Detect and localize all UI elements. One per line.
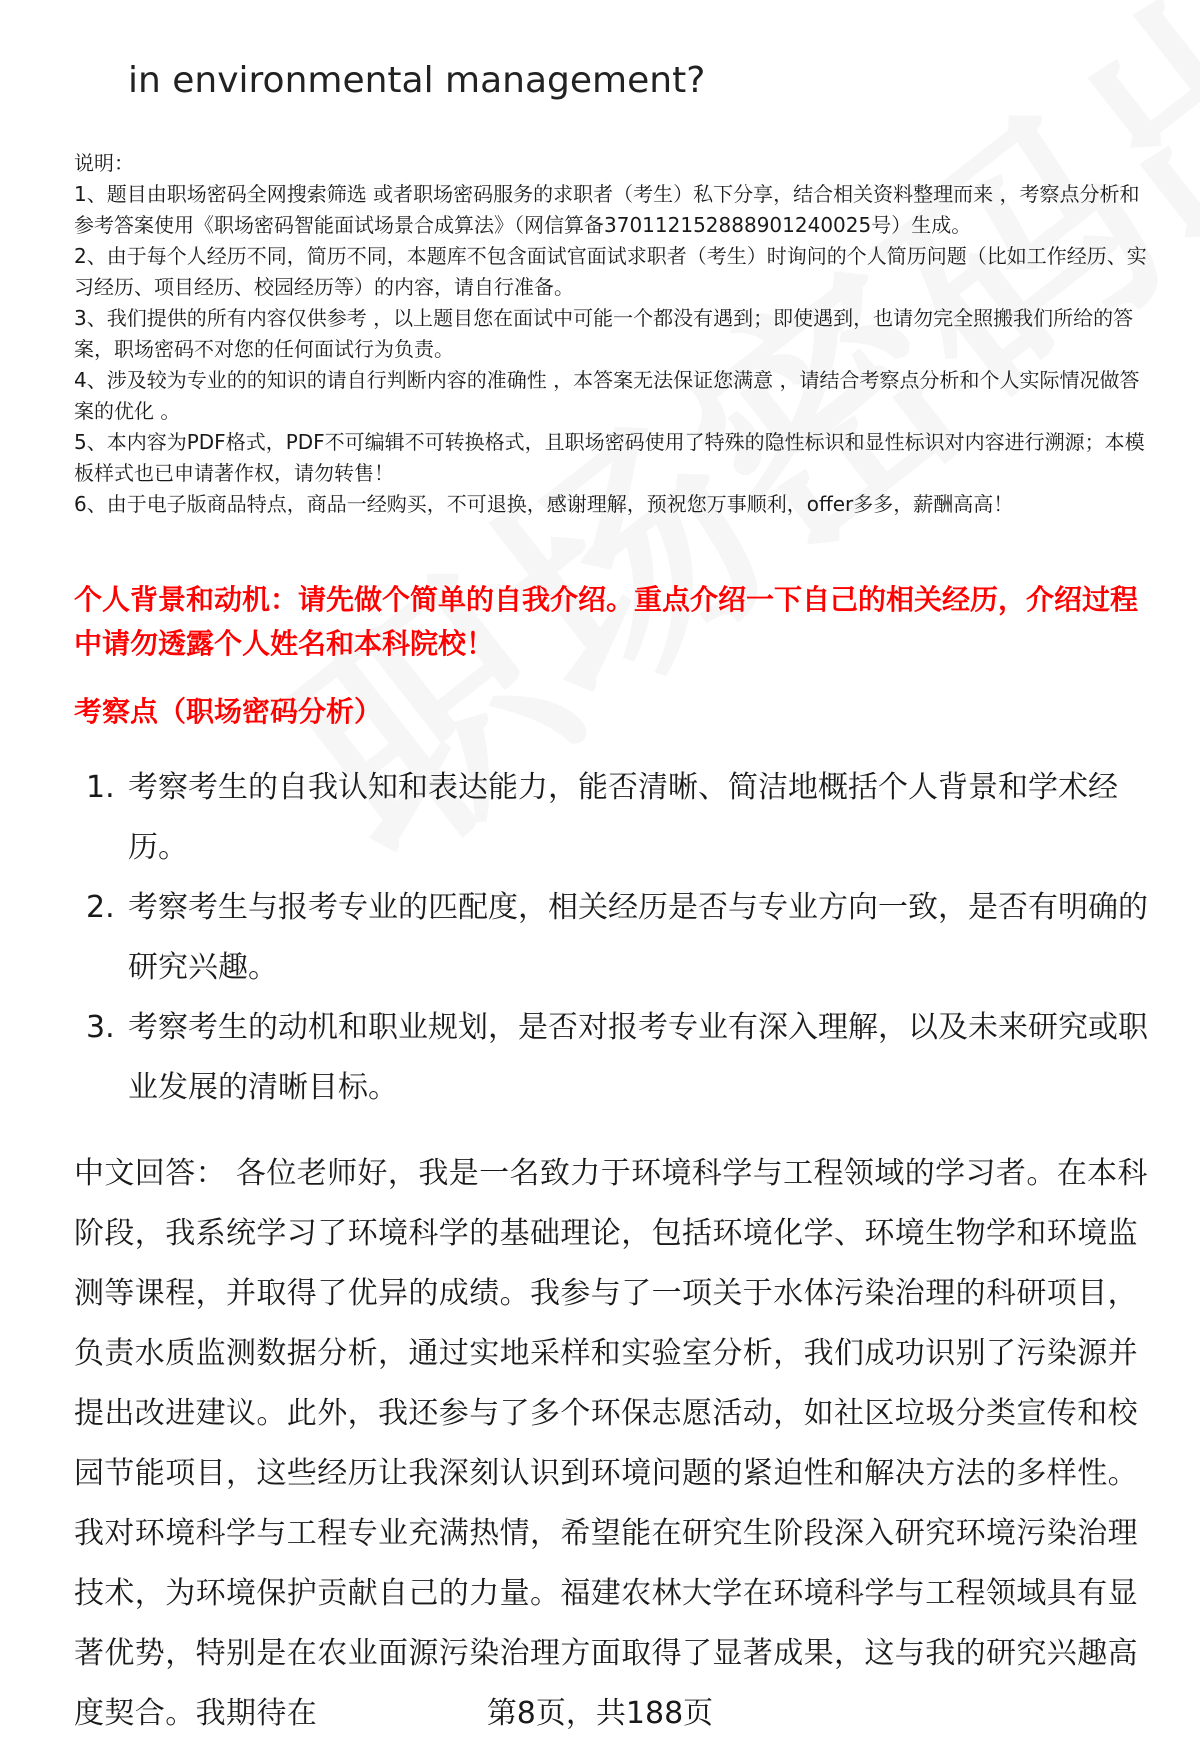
analysis-point bbox=[74, 758, 1154, 878]
analysis-heading: 考察点（职场密码分析） bbox=[74, 695, 383, 728]
note-item: 1、题目由职场密码全网搜索筛选 或者职场密码服务的求职者（考生）私下分享，结合相关资料整理而来 ，考察点分析和参考答案使用《职场密码智能面试场景合成算法》（网信算备370112152888901240025号）生成。 bbox=[74, 182, 1140, 237]
note-item: 5、本内容为PDF格式，PDF不可编辑不可转换格式，且职场密码使用了特殊的隐性标识和显性标识对内容进行溯源；本模板样式也已申请著作权，请勿转售！ bbox=[74, 430, 1145, 485]
point-number: 2. bbox=[86, 890, 115, 925]
continued-question-text: in environmental management? bbox=[128, 60, 706, 101]
analysis-point bbox=[74, 878, 1154, 998]
point-number: 1. bbox=[86, 770, 115, 805]
point-text: 考察考生与报考专业的匹配度，相关经历是否与专业方向一致，是否有明确的研究兴趣。 bbox=[128, 890, 1148, 985]
analysis-points-list bbox=[74, 758, 1154, 1118]
note-item: 2、由于每个人经历不同，简历不同，本题库不包含面试官面试求职者（考生）时询问的个人简历问题（比如工作经历、实习经历、项目经历、校园经历等）的内容，请自行准备。 bbox=[74, 244, 1147, 299]
interview-question: 个人背景和动机：请先做个简单的自我介绍。重点介绍一下自己的相关经历，介绍过程中请勿透露个人姓名和本科院校！ bbox=[74, 583, 1139, 660]
point-text: 考察考生的动机和职业规划，是否对报考专业有深入理解，以及未来研究或职业发展的清晰目标。 bbox=[128, 1010, 1148, 1105]
point-text: 考察考生的自我认知和表达能力，能否清晰、简洁地概括个人背景和学术经历。 bbox=[128, 770, 1118, 865]
notes-title: 说明： bbox=[74, 151, 134, 175]
note-item: 6、由于电子版商品特点，商品一经购买，不可退换，感谢理解，预祝您万事顺利，offer多多，薪酬高高！ bbox=[74, 492, 1014, 516]
note-item: 4、涉及较为专业的的知识的请自行判断内容的准确性 ，本答案无法保证您满意 ，请结合考察点分析和个人实际情况做答案的优化 。 bbox=[74, 368, 1140, 423]
notes-section bbox=[74, 148, 1154, 520]
point-number: 3. bbox=[86, 1010, 115, 1045]
note-item: 3、我们提供的所有内容仅供参考 ，以上题目您在面试中可能一个都没有遇到；即使遇到，也请勿完全照搬我们所给的答案，职场密码不对您的任何面试行为负责。 bbox=[74, 306, 1134, 361]
chinese-answer: 中文回答： 各位老师好，我是一名致力于环境科学与工程领域的学习者。在本科阶段，我系统学习了环境科学的基础理论，包括环境化学、环境生物学和环境监测等课程，并取得了优异的成绩。我参与了一项关于水体污染治理的科研项目，负责水质监测数据分析，通过实地采样和实验室分析，我们成功识别了污染源并提出改进建议。此外，我还参与了多个环保志愿活动，如社区垃圾分类宣传和校园节能项目，这些经历让我深刻认识到环境问题的紧迫性和解决方法的多样性。我对环境科学与工程专业充满热情，希望能在研究生阶段深入研究环境污染治理技术，为环境保护贡献自己的力量。福建农林大学在环境科学与工程领域具有显著优势，特别是在农业面源污染治理方面取得了显著成果，这与我的研究兴趣高度契合。我期待在 bbox=[74, 1156, 1148, 1731]
analysis-point bbox=[74, 998, 1154, 1118]
page-number: 第8页，共188页 bbox=[486, 1696, 714, 1731]
